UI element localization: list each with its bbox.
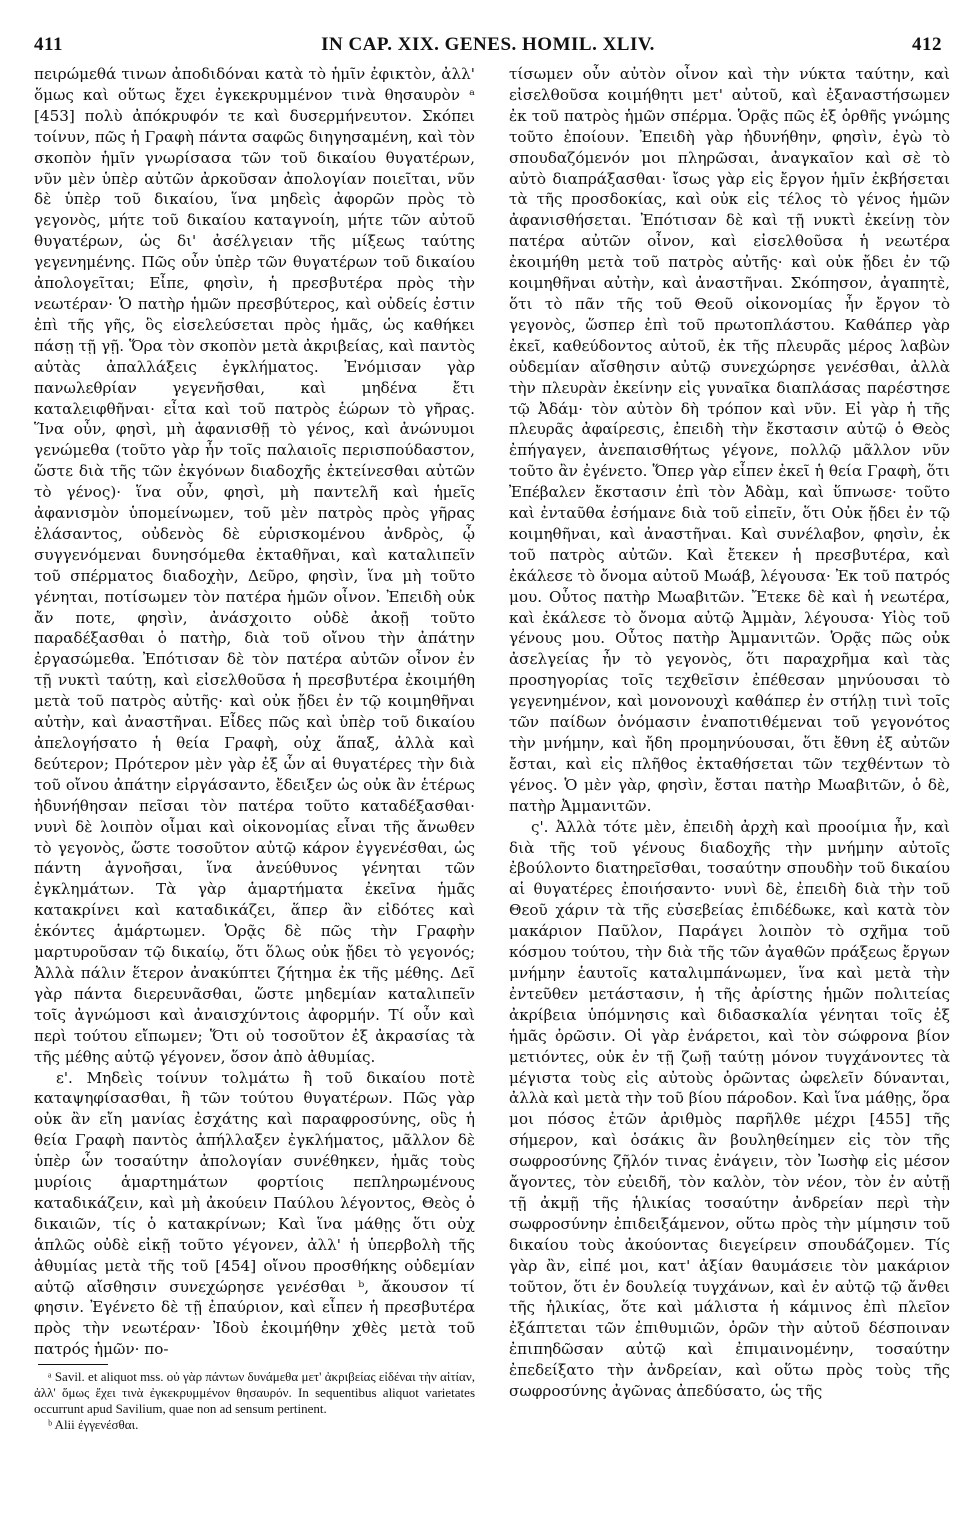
footnotes (34, 1369, 475, 1433)
page-number-left: 411 (34, 34, 63, 55)
footnote-rule (38, 1364, 108, 1365)
footnote-b: ᵇ Alii ἐγγενέσθαι. (48, 1417, 139, 1433)
left-paragraph-1: πειρώμεθά τινων ἀποδιδόναι κατὰ τὸ ἡμῖν ἐφικτὸν, ἀλλ' ὅμως καὶ οὕτως ἔχει ἐγκεκρυμμένον τινὰ θησαυρὸν ᵃ [453] πολὺ ἀπόκρυφόν τε καὶ δυσερμήνευτον. Σκόπει τοίνυν, πῶς ἡ Γραφὴ πάντα σαφῶς διηγησαμένη, καὶ τὸν σκοπὸν ἡμῖν γνωρίσασα τῶν τοῦ δικαίου θυγατέρων, νῦν μὲν ὑπὲρ αὐτῶν ἀρκοῦσαν ἀπολογίαν ποιεῖται, νῦν δὲ ὑπὲρ τοῦ δικαίου, ἵνα μηδεὶς ἀφορῶν πρὸς τὸ γεγονὸς, μήτε τοῦ δικαίου καταγνοίη, μήτε τῶν αὐτοῦ θυγατέρων, ὡς δι' ἀσέλγειαν τῆς μίξεως ταύτης γεγενημένης. Πῶς οὖν ὑπὲρ τῶν θυγατέρων τοῦ δικαίου ἀπολογεῖται; Εἶπε, φησὶν, ἡ πρεσβυτέρα πρὸς τὴν νεωτέραν· Ὁ πατὴρ ἡμῶν πρεσβύτερος, καὶ οὐδείς ἐστιν ἐπὶ τῆς γῆς, ὃς εἰσελεύσεται πρὸς ἡμᾶς, ὡς καθήκει πάσῃ τῇ γῇ. Ὅρα τὸν σκοπὸν μετὰ ἀκριβείας, καὶ παντὸς αὐτὰς ἀπαλλάξεις ἐγκλήματος. Ἐνόμισαν γὰρ πανωλεθρίαν γεγενῆσθαι, καὶ μηδένα ἔτι καταλειφθῆναι· εἶτα καὶ τοῦ πατρὸς ἑώρων τὸ γῆρας. Ἵνα οὖν, φησὶ, μὴ ἀφανισθῇ τὸ γένος, καὶ ἀνώνυμοι γενώμεθα (τοῦτο γὰρ ἦν τοῖς παλαιοῖς περισπούδαστον, ὥστε διὰ τῆς τῶν ἐκγόνων διαδοχῆς ἐκτείνεσθαι αὐτῶν τὸ γένος)· ἵνα οὖν, φησὶ, μὴ παντελῆ καὶ ἡμεῖς ἀφανισμὸν ὑπομείνωμεν, τοῦ μὲν πατρὸς πρὸς γῆρας ἐλάσαντος, οὐδενὸς δὲ εὑρισκομένου ἀνδρὸς, ᾧ συγγενόμεναι δυνησόμεθα ἐκταθῆναι, καὶ καταλιπεῖν τοῦ σπέρματος διαδοχὴν, Δεῦρο, φησὶν, ἵνα μὴ τοῦτο γένηται, ποτίσωμεν τὸν πατέρα ἡμῶν οἶνον. Ἐπειδὴ οὐκ ἄν ποτε, φησὶν, ἀνάσχοιτο οὐδὲ ἀκοῇ τοῦτο παραδέξασθαι ὁ πατὴρ, διὰ τοῦ οἴνου τὴν ἀπάτην ἐργασώμεθα. Ἐπότισαν δὲ τὸν πατέρα αὐτῶν οἶνον ἐν τῇ νυκτὶ ταύτῃ, καὶ εἰσελθοῦσα ἡ πρεσβυτέρα ἐκοιμήθη μετὰ τοῦ πατρὸς αὐτῆς· καὶ οὐκ ᾔδει ἐν τῷ κοιμηθῆναι αὐτὴν, καὶ ἀναστῆναι. Εἶδες πῶς καὶ ὑπὲρ τοῦ δικαίου ἀπελογήσατο ἡ θεία Γραφὴ, οὐχ ἅπαξ, ἀλλὰ καὶ δεύτερον; Πρότερον μὲν γὰρ ἐξ ὧν αἱ θυγατέρες τὴν διὰ τοῦ οἴνου ἀπάτην εἰργάσαντο, ἔδειξεν ὡς οὐκ ἂν ἑτέρως ἠδυνήθησαν πεῖσαι τὸν πατέρα τοῦτο καταδέξασθαι· νυνὶ δὲ λοιπὸν οἶμαι καὶ οἰκονομίας εἶναι τῆς ἄνωθεν τὸ γεγονὸς, ὥστε τοσοῦτον αὐτῷ κάρον ἐγγενέσθαι, ὡς πάντη ἀγνοῆσαι, ἵνα ἀνεύθυνος γένηται τῶν ἐγκλημάτων. Τὰ γὰρ ἁμαρτήματα ἐκεῖνα ἡμᾶς κατακρίνει καὶ καταδικάζει, ἅπερ ἂν εἰδότες καὶ ἑκόντες ἁμάρτωμεν. Ὁρᾷς δὲ πῶς τὴν Γραφὴν μαρτυροῦσαν τῷ δικαίῳ, ὅτι ὅλως οὐκ ᾔδει τὸ γεγονός; Ἀλλὰ πάλιν ἕτερον ἀνακύπτει ζήτημα ἐκ τῆς μέθης. Δεῖ γὰρ πάντα διερευνᾶσθαι, ὥστε μηδεμίαν καταλιπεῖν τοῖς ἀγνώμοσι καὶ ἀναισχύντοις ἀφορμήν. Τί οὖν καὶ περὶ τούτου εἴπωμεν; Ὅτι οὐ τοσοῦτον ἐξ ἀκρασίας τὰ τῆς μέθης αὐτῷ γέγονεν, ὅσον ἀπὸ ἀθυμίας. (34, 65, 475, 1066)
running-title: IN CAP. XIX. GENES. HOMIL. XLIV. (321, 34, 655, 55)
left-column (34, 64, 475, 1524)
right-paragraph-1: τίσωμεν οὖν αὐτὸν οἶνον καὶ τὴν νύκτα ταύτην, καὶ εἰσελθοῦσα κοιμήθητι μετ' αὐτοῦ, καὶ ἐξαναστήσωμεν ἐκ τοῦ πατρὸς ἡμῶν σπέρμα. Ὁρᾷς πῶς ἐξ ὀρθῆς γνώμης τοῦτο ἐποίουν. Ἐπειδὴ γὰρ ἠδυνήθην, φησὶν, ἐγὼ τὸ σπουδαζόμενόν μοι πληρῶσαι, ἀναγκαῖον καὶ σὲ τὸ αὐτὸ διαπράξασθαι· ἴσως γὰρ εἰς ἔργον ἡμῖν ἐκβήσεται τὰ τῆς προσδοκίας, καὶ οὐκ εἰς τέλος τὸ γένος ἡμῶν ἀφανισθήσεται. Ἐπότισαν δὲ καὶ τῇ νυκτὶ ἐκείνῃ τὸν πατέρα αὐτῶν οἶνον, καὶ εἰσελθοῦσα ἡ νεωτέρα ἐκοιμήθη μετὰ τοῦ πατρὸς αὐτῆς· καὶ οὐκ ᾔδει ἐν τῷ κοιμηθῆναι αὐτὴν, καὶ ἀναστῆναι. Σκόπησον, ἀγαπητὲ, ὅτι τὸ πᾶν τῆς τοῦ Θεοῦ οἰκονομίας ἦν ἔργον τὸ γεγονὸς, ὥσπερ ἐπὶ τοῦ πρωτοπλάστου. Καθάπερ γὰρ ἐκεῖ, καθεύδοντος αὐτοῦ, ἐκ τῆς πλευρᾶς μέρος λαβὼν οὐδεμίαν αἴσθησιν αὐτῷ συνεχώρησε γενέσθαι, ἀλλὰ τὴν πλευρὰν ἐκείνην εἰς γυναῖκα διαπλάσας παρέστησε τῷ Ἀδάμ· τὸν αὐτὸν δὴ τρόπον καὶ νῦν. Εἰ γὰρ ἡ τῆς πλευρᾶς ἀφαίρεσις, ἐπειδὴ τὴν ἔκστασιν αὐτῷ ὁ Θεὸς ἐπήγαγεν, ἀνεπαισθήτως γέγονε, πολλῷ μᾶλλον νῦν τοῦτο ἂν ἐγένετο. Ὅπερ γὰρ εἶπεν ἐκεῖ ἡ θεία Γραφὴ, ὅτι Ἐπέβαλεν ἔκστασιν ἐπὶ τὸν Ἀδὰμ, καὶ ὕπνωσε· τοῦτο καὶ ἐνταῦθα ἐσήμανε διὰ τοῦ εἰπεῖν, ὅτι Οὐκ ᾔδει ἐν τῷ κοιμηθῆναι, καὶ ἀναστῆναι. Καὶ συνέλαβον, φησὶν, ἐκ τοῦ πατρὸς αὐτῶν. Καὶ ἔτεκεν ἡ πρεσβυτέρα, καὶ ἐκάλεσε τὸ ὄνομα αὐτοῦ Μωάβ, λέγουσα· Ἐκ τοῦ πατρός μου. Οὗτος πατὴρ Μωαβιτῶν. Ἔτεκε δὲ καὶ ἡ νεωτέρα, καὶ ἐκάλεσε τὸ ὄνομα αὐτῷ Ἀμμὰν, λέγουσα· Υἱὸς τοῦ γένους μου. Οὗτος πατὴρ Ἀμμανιτῶν. Ὁρᾷς πῶς οὐκ ἀσελγείας ἦν τὸ γεγονὸς, ὅτι παραχρῆμα καὶ τὰς προσηγορίας τοῖς τεχθεῖσιν ἐπέθεσαν μηνύουσαι τὸ γεγενημένον, καὶ μονονουχὶ καθάπερ ἐν στήλῃ τινὶ τοῖς τῶν παίδων ὀνόμασιν ἐναποτιθέμεναι τοῦ γεγονότος τὴν μνήμην, καὶ ἤδη προμηνύουσαι, ὅτι ἔθνη ἐξ αὐτῶν ἔσται, καὶ εἰς πλῆθος ἐκταθήσεται τῶν τεχθέντων τὸ γένος. Ὁ μὲν γὰρ, φησὶν, ἔσται πατὴρ Μωαβιτῶν, ὁ δὲ, πατὴρ Ἀμμανιτῶν. (509, 65, 950, 815)
left-paragraph-2: ε'. Μηδεὶς τοίνυν τολμάτω ἢ τοῦ δικαίου ποτὲ καταψηφίσασθαι, ἢ τῶν τούτου θυγατέρων. Πῶς γὰρ οὐκ ἂν εἴη μανίας ἐσχάτης καὶ παραφροσύνης, οὓς ἡ θεία Γραφὴ παντὸς ἀπήλλαξεν ἐγκλήματος, μᾶλλον δὲ ὑπὲρ ὧν τοσαύτην ἀπολογίαν συνέθηκεν, ἡμᾶς τοὺς μυρίοις ἁμαρτημάτων φορτίοις πεπληρωμένους καταδικάζειν, καὶ μὴ ἀκούειν Παύλου λέγοντος, Θεὸς ὁ δικαιῶν, τίς ὁ κατακρίνων; Καὶ ἵνα μάθῃς ὅτι οὐχ ἁπλῶς οὐδὲ εἰκῇ τοῦτο γέγονεν, ἀλλ' ἡ ὑπερβολὴ τῆς ἀθυμίας μετὰ τῆς τοῦ [454] οἴνου προσθήκης οὐδεμίαν αὐτῷ αἴσθησιν συνεχώρησε γενέσθαι ᵇ, ἄκουσον τί φησιν. Ἐγένετο δὲ τῇ ἐπαύριον, καὶ εἶπεν ἡ πρεσβυτέρα πρὸς τὴν νεωτέραν· Ἰδοὺ ἐκοιμήθην χθὲς μετὰ τοῦ πατρός ἡμῶν· πο- (34, 1068, 475, 1359)
footnote-a: ᵃ Savil. et aliquot mss. οὐ γὰρ πάντων δυνάμεθα μετ' ἀκριβείας εἰδέναι τὴν αἰτίαν, ἀλλ' ὅμως ἔχει τινὰ ἐγκεκρυμμένον θησαυρόν. In sequentibus aliquot varietates occurrunt apud Savilium, quae non ad sensum pertinent. (34, 1369, 475, 1417)
page-number-right: 412 (912, 34, 942, 55)
running-header (22, 28, 954, 58)
text-columns (34, 64, 954, 1524)
right-column (509, 64, 950, 1524)
right-paragraph-2: ς'. Ἀλλὰ τότε μὲν, ἐπειδὴ ἀρχὴ καὶ προοίμια ἦν, καὶ διὰ τῆς τοῦ γένους διαδοχῆς τὴν μνήμην αὐτοῖς ἐβούλοντο διατηρεῖσθαι, τοσαύτην σπουδὴν τοῦ δικαίου αἱ θυγατέρες ἐποιήσαντο· νυνὶ δὲ, ἐπειδὴ διὰ τὴν τοῦ Θεοῦ χάριν τὰ τῆς εὐσεβείας ἐπιδέδωκε, καὶ κατὰ τὸν μακάριον Παῦλον, Παράγει λοιπὸν τὸ σχῆμα τοῦ κόσμου τούτου, τὴν διὰ τῆς τῶν ἀγαθῶν πράξεως ἔργων μνήμην ἑαυτοῖς καταλιμπάνωμεν, ἵνα καὶ μετὰ τὴν ἐντεῦθεν μετάστασιν, ἡ τῆς ἀρίστης ἡμῶν πολιτείας ἀκρίβεια ὑπόμνησις καὶ διδασκαλία γένηται τοῖς ἐξ ἡμᾶς ὁρῶσιν. Οἱ γὰρ ἐνάρετοι, καὶ τὸν σώφρονα βίον μετιόντες, οὐκ ἐν τῇ ζωῇ ταύτῃ μόνον τυγχάνοντες τὰ μέγιστα τοὺς εἰς αὐτοὺς ὁρῶντας ὠφελεῖν δύνανται, ἀλλὰ καὶ μετὰ τὴν τοῦ βίου πάροδον. Καὶ ἵνα μάθῃς, ὅρα μοι πόσος ἐτῶν ἀριθμὸς παρῆλθε μέχρι [455] τῆς σήμερον, καὶ ὁσάκις ἂν βουληθείημεν εἰς τὸν τῆς σωφροσύνης ζῆλόν τινας ἐνάγειν, τὸν Ἰωσὴφ εἰς μέσον ἄγοντες, τὸν εὐειδῆ, τὸν καλὸν, τὸν νέον, τὸν ἐν αὐτῇ τῇ ἀκμῇ τῆς ἡλικίας τοσαύτην ἀνδρείαν περὶ τὴν σωφροσύνην ἐπιδειξάμενον, οὕτω πρὸς τὴν μίμησιν τοῦ δικαίου τοὺς ἀκούοντας διεγείρειν σπουδάζομεν. Τίς γὰρ ἂν, εἰπέ μοι, κατ' ἀξίαν θαυμάσειε τὸν μακάριον τοῦτον, ὅτι ἐν δουλείᾳ τυγχάνων, καὶ ἐν αὐτῷ τῷ ἄνθει τῆς ἡλικίας, ὅτε καὶ μάλιστα ἡ κάμινος ἐπὶ πλεῖον ἐξάπτεται τῶν ἐπιθυμιῶν, ὁρῶν τὴν αὐτοῦ δέσποιναν ἐπιπηδῶσαν αὐτῷ καὶ ἐπιμαινομένην, τοσαύτην ἐπεδείξατο τὴν ἀνδρείαν, καὶ οὕτω πρὸς τοὺς τῆς σωφροσύνης ἀγῶνας ἀπεδύσατο, ὡς τῆς (509, 817, 950, 1401)
